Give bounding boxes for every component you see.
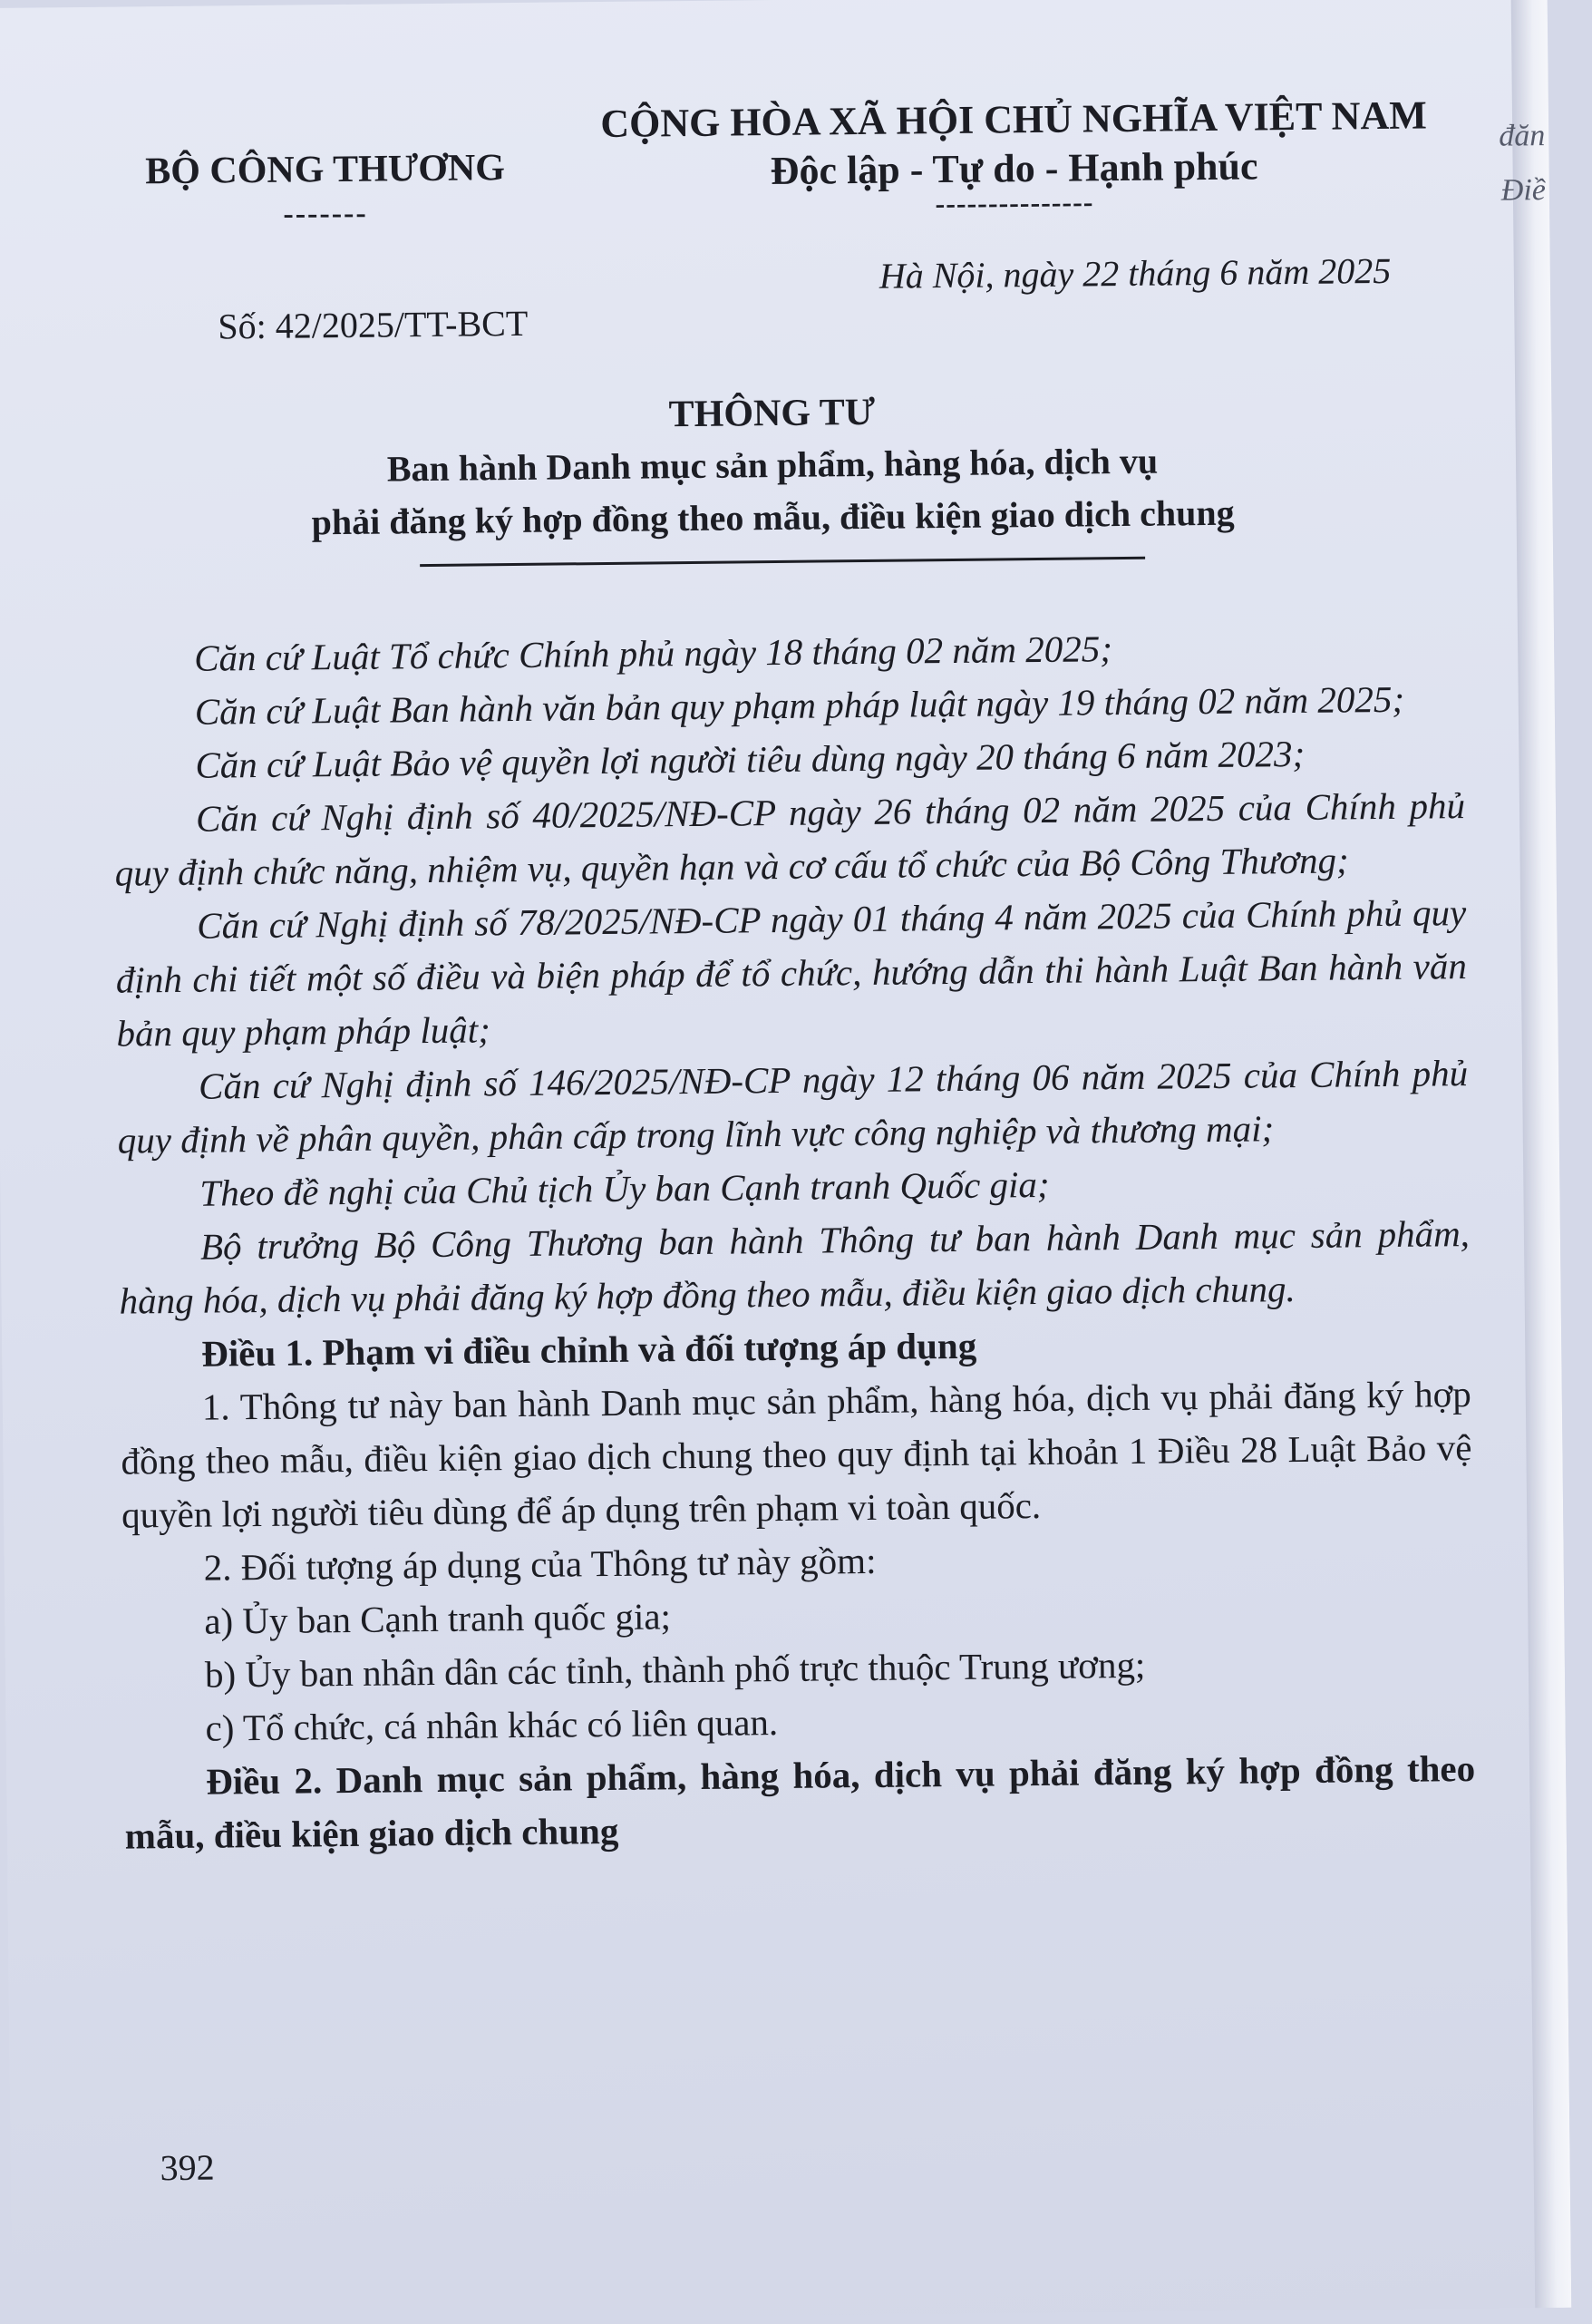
preamble-paragraph: Theo đề nghị của Chủ tịch Ủy ban Cạnh tranh Quốc gia; <box>199 1162 1050 1214</box>
article-1-item-a: a) Ủy ban Cạnh tranh quốc gia; <box>204 1595 672 1642</box>
title-underline <box>420 557 1145 567</box>
next-page-edge <box>1499 0 1572 2308</box>
national-motto: Độc lập - Tự do - Hạnh phúc <box>770 143 1258 194</box>
document-type: THÔNG TƯ <box>668 391 876 436</box>
next-page-edge-text: Điề <box>1500 173 1547 208</box>
document-body <box>112 618 1476 1863</box>
article-2-heading: Điều 2. Danh mục sản phẩm, hàng hóa, dịch vụ phải đăng ký hợp đồng theo mẫu, điều kiện giao dịch chung <box>124 1747 1476 1857</box>
place-and-date: Hà Nội, ngày 22 tháng 6 năm 2025 <box>879 249 1392 297</box>
document-number: Số: 42/2025/TT-BCT <box>218 302 529 347</box>
ministry-name: BỘ CÔNG THƯƠNG <box>144 147 506 193</box>
preamble-paragraph: Căn cứ Luật Ban hành văn bản quy phạm pháp luật ngày 19 tháng 02 năm 2025; <box>194 677 1405 733</box>
preamble-paragraph: Căn cứ Nghị định số 146/2025/NĐ-CP ngày 12 tháng 06 năm 2025 của Chính phủ quy định về phân quyền, phân cấp trong lĩnh vực công nghiệp và thương mại; <box>117 1052 1469 1162</box>
subject-line-1: Ban hành Danh mục sản phẩm, hàng hóa, dịch vụ <box>386 440 1159 490</box>
ministry-underline: ------- <box>283 196 368 231</box>
document-subject <box>0 431 1553 552</box>
preamble-paragraph: Căn cứ Luật Bảo vệ quyền lợi người tiêu dùng ngày 20 tháng 6 năm 2023; <box>195 732 1306 786</box>
article-1-item-c: c) Tổ chức, cá nhân khác có liên quan. <box>205 1701 779 1749</box>
preamble-paragraph: Bộ trưởng Bộ Công Thương ban hành Thông tư ban hành Danh mục sản phẩm, hàng hóa, dịch vụ phải đăng ký hợp đồng theo mẫu, điều kiện giao dịch chung. <box>119 1212 1471 1322</box>
preamble-paragraph: Căn cứ Luật Tổ chức Chính phủ ngày 18 tháng 02 năm 2025; <box>193 627 1113 679</box>
subject-line-2: phải đăng ký hợp đồng theo mẫu, điều kiện giao dịch chung <box>311 491 1235 543</box>
next-page-edge-text: đăn <box>1499 119 1546 153</box>
article-1-clause-1: 1. Thông tư này ban hành Danh mục sản phẩm, hàng hóa, dịch vụ phải đăng ký hợp đồng theo mẫu, điều kiện giao dịch chung theo quy định tại khoản 1 Điều 28 Luật Bảo vệ quyền lợi người tiêu dùng để áp dụng trên phạm vi toàn quốc. <box>121 1373 1472 1536</box>
page-number: 392 <box>160 2146 215 2189</box>
country-name: CỘNG HÒA XÃ HỘI CHỦ NGHĨA VIỆT NAM <box>600 92 1427 147</box>
article-1-heading: Điều 1. Phạm vi điều chỉnh và đối tượng áp dụng <box>200 1324 977 1375</box>
article-1-item-b: b) Ủy ban nhân dân các tỉnh, thành phố trực thuộc Trung ương; <box>204 1643 1146 1696</box>
issuing-agency <box>134 146 516 229</box>
national-heading <box>578 91 1450 220</box>
motto-underline: --------------- <box>935 185 1094 220</box>
article-1-clause-2: 2. Đối tượng áp dụng của Thông tư này gồm: <box>203 1539 877 1589</box>
preamble-paragraph: Căn cứ Nghị định số 40/2025/NĐ-CP ngày 26 tháng 02 năm 2025 của Chính phủ quy định chức năng, nhiệm vụ, quyền hạn và cơ cấu tổ chức của Bộ Công Thương; <box>114 784 1466 894</box>
preamble-paragraph: Căn cứ Nghị định số 78/2025/NĐ-CP ngày 01 tháng 4 năm 2025 của Chính phủ quy định chi tiết một số điều và biện pháp để tổ chức, hướng dẫn thi hành Luật Ban hành văn bản quy phạm pháp luật; <box>115 891 1468 1055</box>
